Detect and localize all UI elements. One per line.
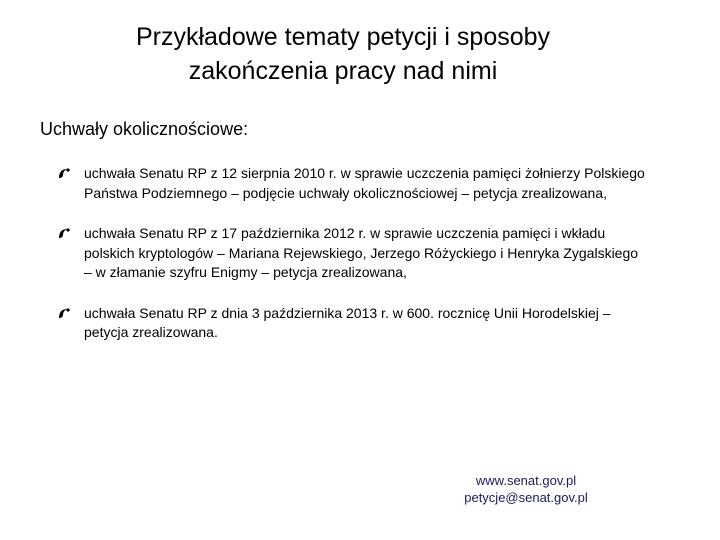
list-item — [57, 304, 647, 343]
list-item — [57, 164, 647, 203]
page-title — [60, 20, 626, 88]
title-line-2: zakończenia pracy nad nimi — [188, 57, 498, 85]
title-line-1: Przykładowe tematy petycji i sposoby — [135, 23, 551, 51]
website-link[interactable]: www.senat.gov.pl — [475, 473, 577, 488]
fleuron-bullet-icon — [57, 306, 71, 320]
list-item-text: uchwała Senatu RP z dnia 3 października 2013 r. w 600. rocznicę Unii Horodelskiej – petycja zrealizowana. — [84, 304, 611, 340]
fleuron-bullet-icon — [57, 166, 71, 180]
email-link[interactable]: petycje@senat.gov.pl — [464, 490, 588, 505]
list-item-text: uchwała Senatu RP z 12 sierpnia 2010 r. w sprawie uczczenia pamięci żołnierzy Polskiego Państwa Podziemnego – podjęcie uchwały okolicznościowej – petycja zrealizowana, — [84, 165, 645, 201]
petition-list — [57, 164, 647, 364]
section-heading: Uchwały okolicznościowe: — [40, 119, 249, 139]
footer-contact — [446, 472, 606, 506]
fleuron-bullet-icon — [57, 226, 71, 240]
list-item-text: uchwała Senatu RP z 17 października 2012 r. w sprawie uczczenia pamięci i wkładu polskich kryptologów – Mariana Rejewskiego, Jerzego Różyckiego i Henryka Zygalskiego – w złamanie szyfru Enigmy – petycja zrealizowana, — [84, 225, 639, 280]
list-item — [57, 224, 647, 283]
